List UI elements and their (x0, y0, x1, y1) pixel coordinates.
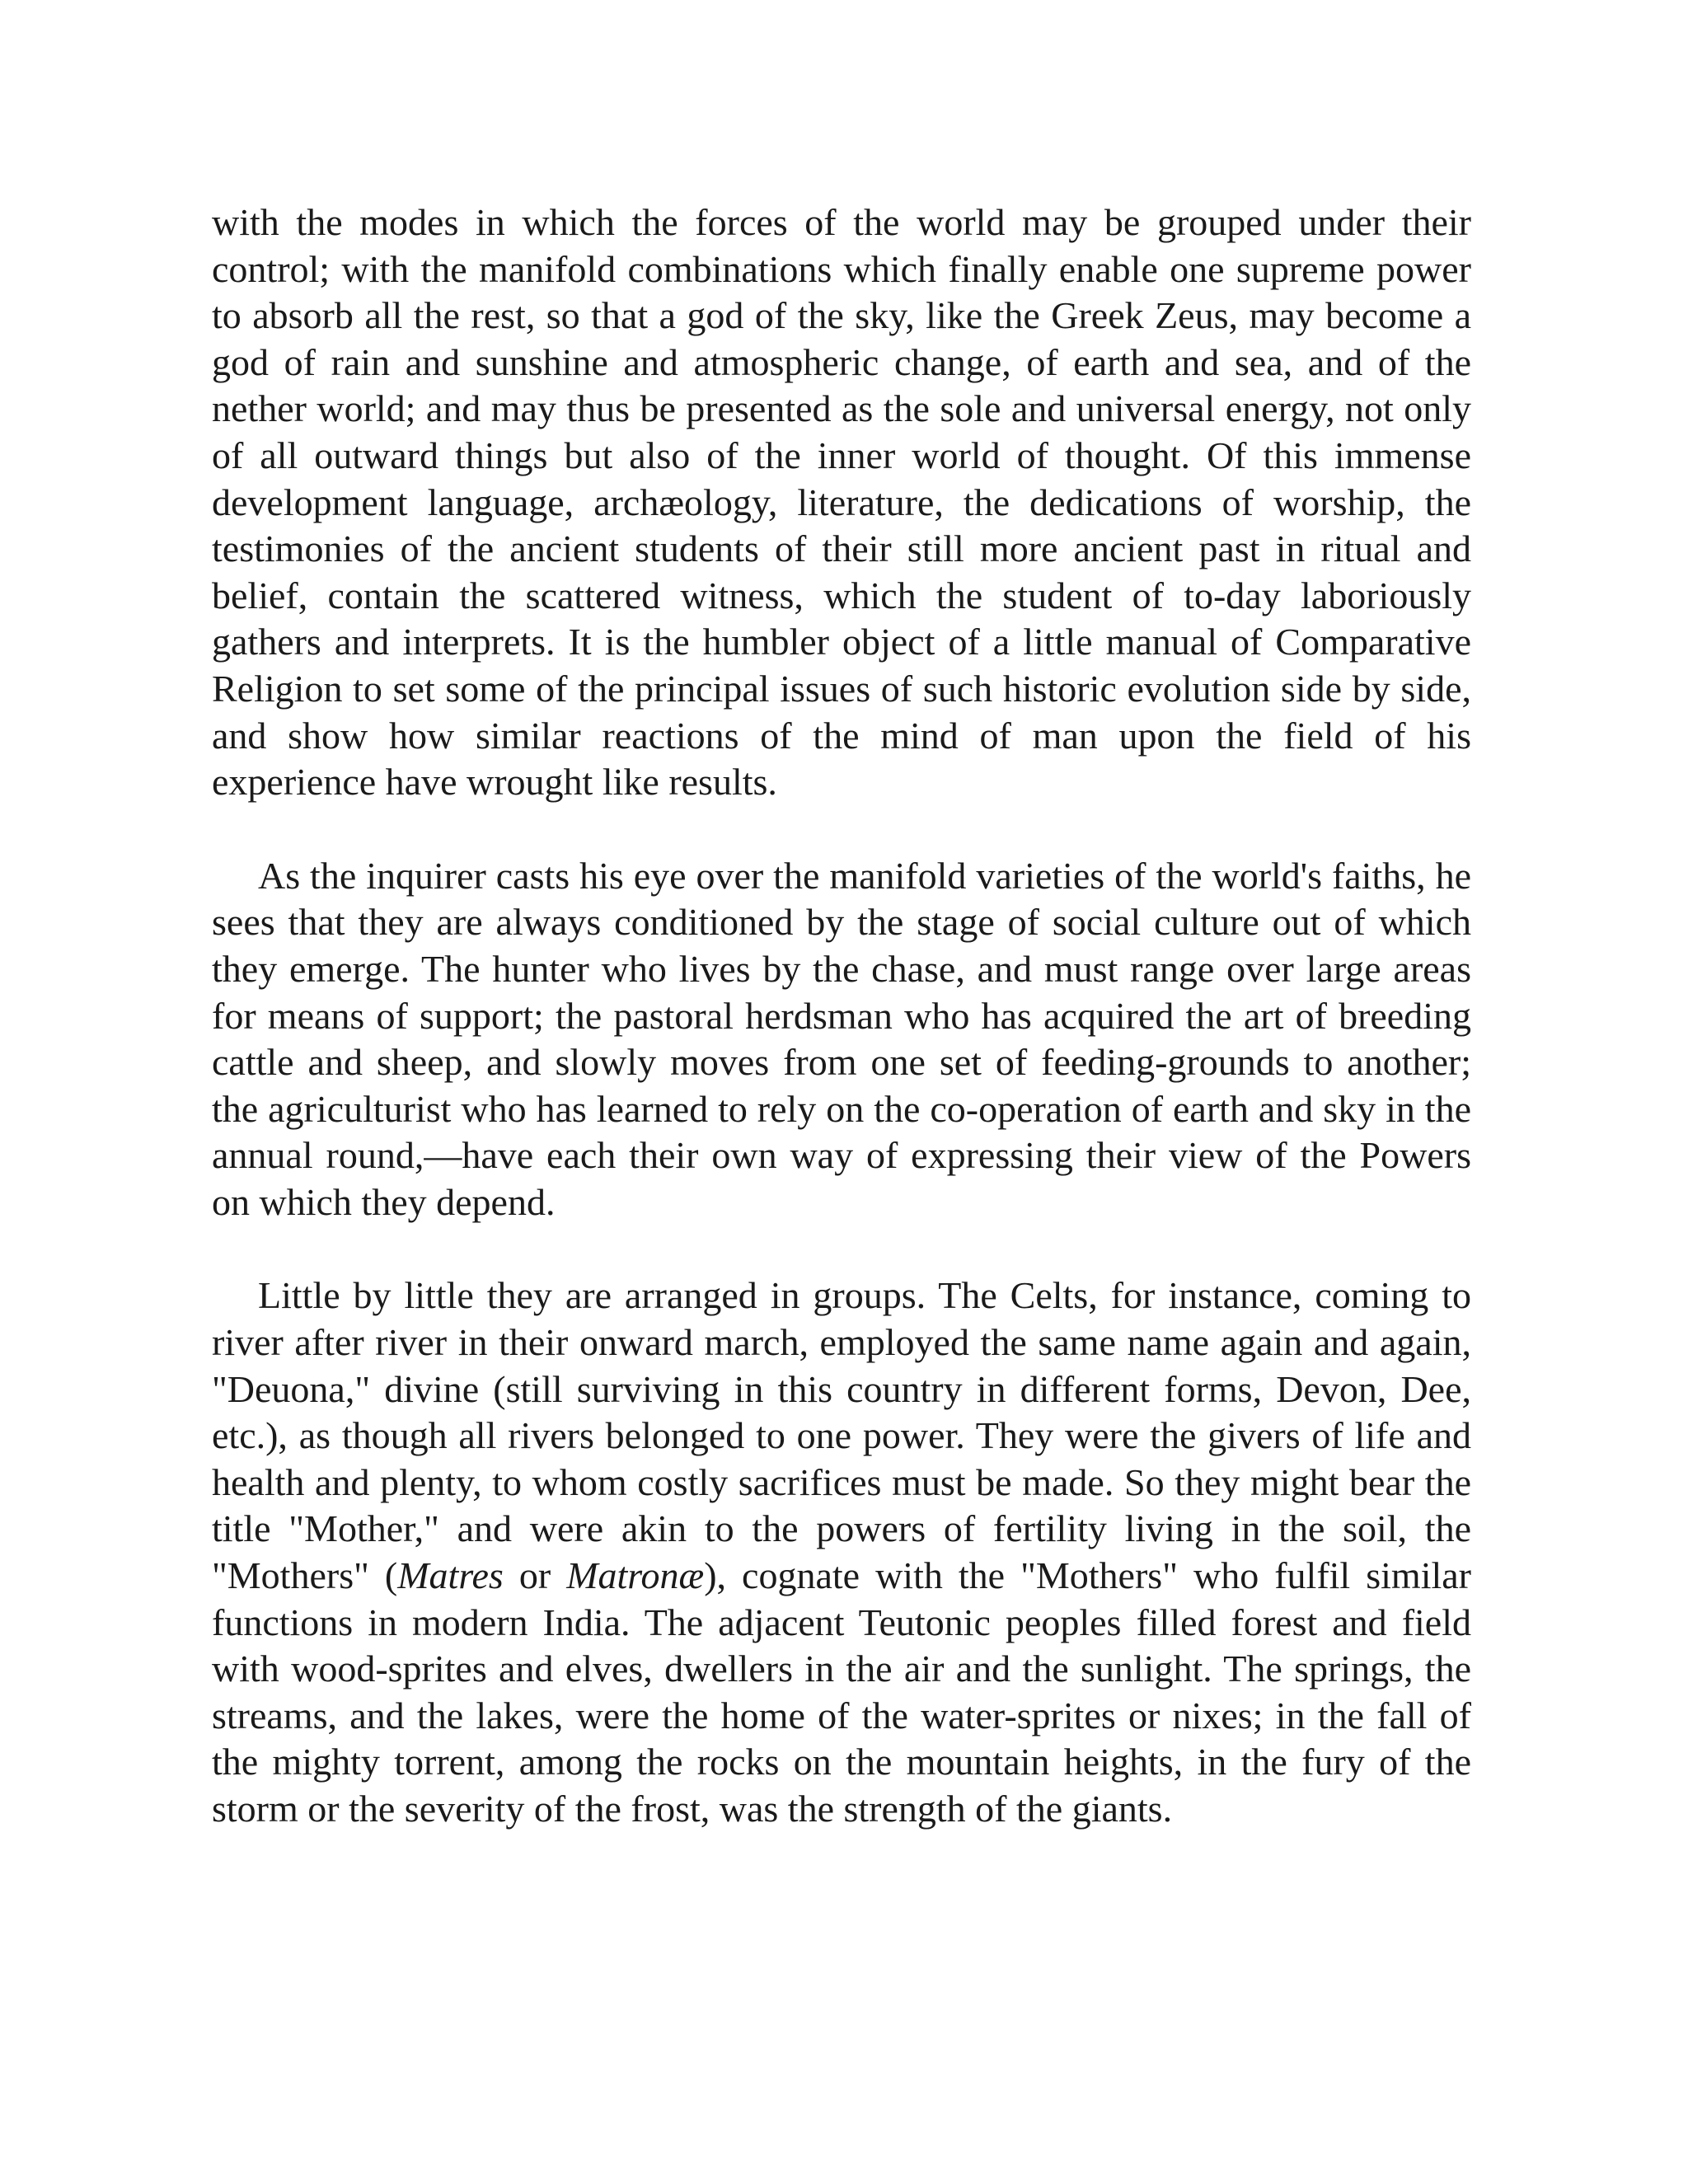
paragraph-3 (212, 1272, 1471, 1832)
italic-term-matres: Matres (397, 1554, 504, 1597)
paragraph-2: As the inquirer casts his eye over the manifold varieties of the world's faiths, he sees that they are always conditioned by the stage of social culture out of which they emerge. The hunter who lives by the chase, and must range over large areas for means of support; the pastoral herdsman who has acquired the art of breeding cattle and sheep, and slowly moves from one set of feeding-grounds to another; the agriculturist who has learned to rely on the co-operation of earth and sky in the annual round,—have each their own way of expressing their view of the Powers on which they depend. (212, 854, 1471, 1223)
paragraph-3-text-part-1: Little by little they are arranged in groups. The Celts, for instance, coming to river after river in their onward march, employed the same name again and again, "Deuona," divine (still surviving in this country in different forms, Devon, Dee, etc.), as though all rivers belonged to one power. They were the givers of life and health and plenty, to whom costly sacrifices must be made. So they might bear the title "Mother," and were akin to the powers of fertility living in the soil, the "Mothers" ( (212, 1274, 1471, 1597)
paragraph-1: with the modes in which the forces of the world may be grouped under their control; with the manifold combinations which finally enable one supreme power to absorb all the rest, so that a god of the sky, like the Greek Zeus, may become a god of rain and sunshine and atmospheric change, of earth and sea, and of the nether world; and may thus be presented as the sole and universal energy, not only of all outward things but also of the inner world of thought. Of this immense development language, archæology, literature, the dedications of worship, the testimonies of the ancient students of their still more ancient past in ritual and belief, contain the scattered witness, which the student of to-day laboriously gathers and interprets. It is the humbler object of a little manual of Comparative Religion to set some of the principal issues of such historic evolution side by side, and show how similar reactions of the mind of man upon the field of his experience have wrought like results. (212, 201, 1471, 804)
paragraph-3-text-part-2: or (503, 1554, 567, 1597)
page-body (212, 199, 1471, 1833)
italic-term-matronae: Matronæ (566, 1554, 705, 1597)
paragraph-3-text-part-3: ), cognate with the "Mothers" who fulfil similar functions in modern India. The adjacent Teutonic peoples filled forest and field with wood-sprites and elves, dwellers in the air and the sunlight. The springs, the streams, and the lakes, were the home of the water-sprites or nixes; in the fall of the mighty torrent, among the rocks on the mountain heights, in the fury of the storm or the severity of the frost, was the strength of the giants. (212, 1554, 1471, 1830)
